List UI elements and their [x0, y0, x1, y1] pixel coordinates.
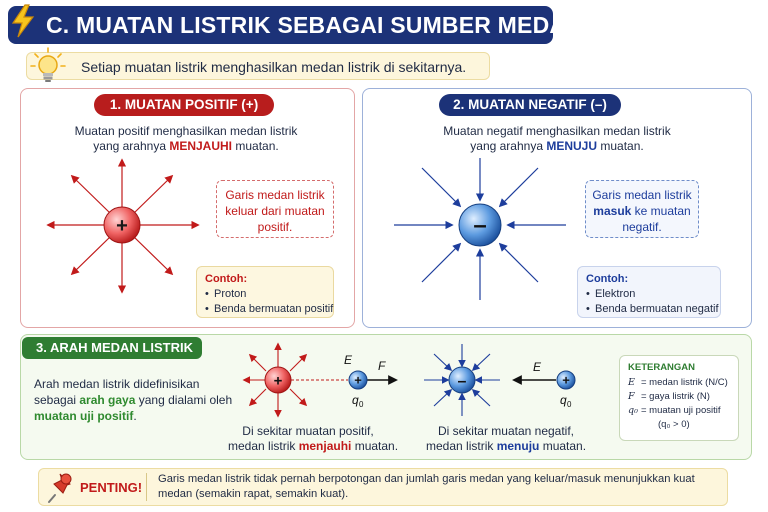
lightning-icon — [10, 4, 36, 38]
negative-examples: Contoh: • Elektron • Benda bermuatan negatif — [577, 266, 721, 318]
toward-emphasis: MENUJU — [546, 139, 598, 153]
lightbulb-icon — [28, 46, 68, 86]
svg-text:+: + — [562, 372, 570, 388]
legend-item: F = gaya listrik (N) — [628, 391, 710, 402]
positive-sign: + — [116, 215, 128, 237]
negative-field-diagram — [392, 150, 572, 310]
important-text: Garis medan listrik tidak pernah berpotongan dan jumlah garis medan yang keluar/masuk menunjukkan kuat medan (semakin rapat, semakin kuat). — [158, 473, 695, 500]
positive-description: Muatan positif menghasilkan medan listrik yang arahnya MENJAUHI muatan. — [74, 124, 298, 153]
negative-note: Garis medan listrik masuk ke muatan negatif. — [585, 180, 699, 238]
list-item: • Elektron — [586, 287, 712, 302]
svg-text:+: + — [273, 372, 283, 390]
svg-text:q: q — [352, 393, 359, 407]
positive-examples: Contoh: • Proton • Benda bermuatan positif — [196, 266, 334, 318]
negative-test-charge-diagram — [420, 340, 590, 420]
svg-text:+: + — [354, 372, 362, 388]
negative-sign: – — [473, 212, 487, 239]
legend-item: E = medan listrik (N/C) — [628, 377, 728, 388]
page-title: C. MUATAN LISTRIK SEBAGAI SUMBER MEDAN — [46, 12, 584, 38]
intro-note — [26, 52, 490, 80]
positive-field-diagram — [40, 150, 210, 310]
legend-box: KETERANGAN E = medan listrik (N/C) F = gaya listrik (N) q₀ = muatan uji positif (q₀ > 0) — [619, 355, 739, 441]
svg-text:–: – — [457, 373, 467, 390]
away-emphasis: MENJAUHI — [169, 139, 233, 153]
positive-test-charge-diagram — [240, 340, 410, 420]
list-item: • Benda bermuatan positif — [205, 302, 325, 317]
svg-text:E: E — [344, 353, 353, 367]
svg-text:E: E — [533, 360, 542, 374]
negative-heading: 2. MUATAN NEGATIF (–) — [439, 94, 621, 116]
intro-text: Setiap muatan listrik menghasilkan medan listrik di sekitarnya. — [81, 59, 467, 75]
svg-text:F: F — [378, 359, 386, 373]
list-item: • Benda bermuatan negatif — [586, 302, 712, 317]
positive-heading: 1. MUATAN POSITIF (+) — [94, 94, 274, 116]
svg-text:q: q — [560, 393, 567, 407]
negative-description: Muatan negatif menghasilkan medan listrik yang arahnya MENUJU muatan. — [443, 124, 671, 153]
direction-definition: Arah medan listrik didefinisikan sebagai arah gaya yang dialami oleh muatan uji positif. — [34, 377, 233, 423]
direction-heading: 3. ARAH MEDAN LISTRIK — [22, 337, 202, 359]
svg-text:0: 0 — [359, 400, 364, 409]
svg-text:0: 0 — [567, 400, 572, 409]
title-banner — [8, 6, 584, 44]
negative-caption: Di sekitar muatan negatif, medan listrik menuju muatan. — [426, 424, 587, 453]
list-item: • Proton — [205, 287, 325, 302]
pushpin-icon — [46, 470, 76, 504]
divider — [146, 473, 147, 501]
positive-caption: Di sekitar muatan positif, medan listrik menjauhi muatan. — [228, 424, 399, 453]
important-label: PENTING! — [80, 480, 143, 495]
legend-item: q₀ = muatan uji positif — [628, 405, 721, 416]
positive-note: Garis medan listrik keluar dari muatan positif. — [216, 180, 334, 238]
